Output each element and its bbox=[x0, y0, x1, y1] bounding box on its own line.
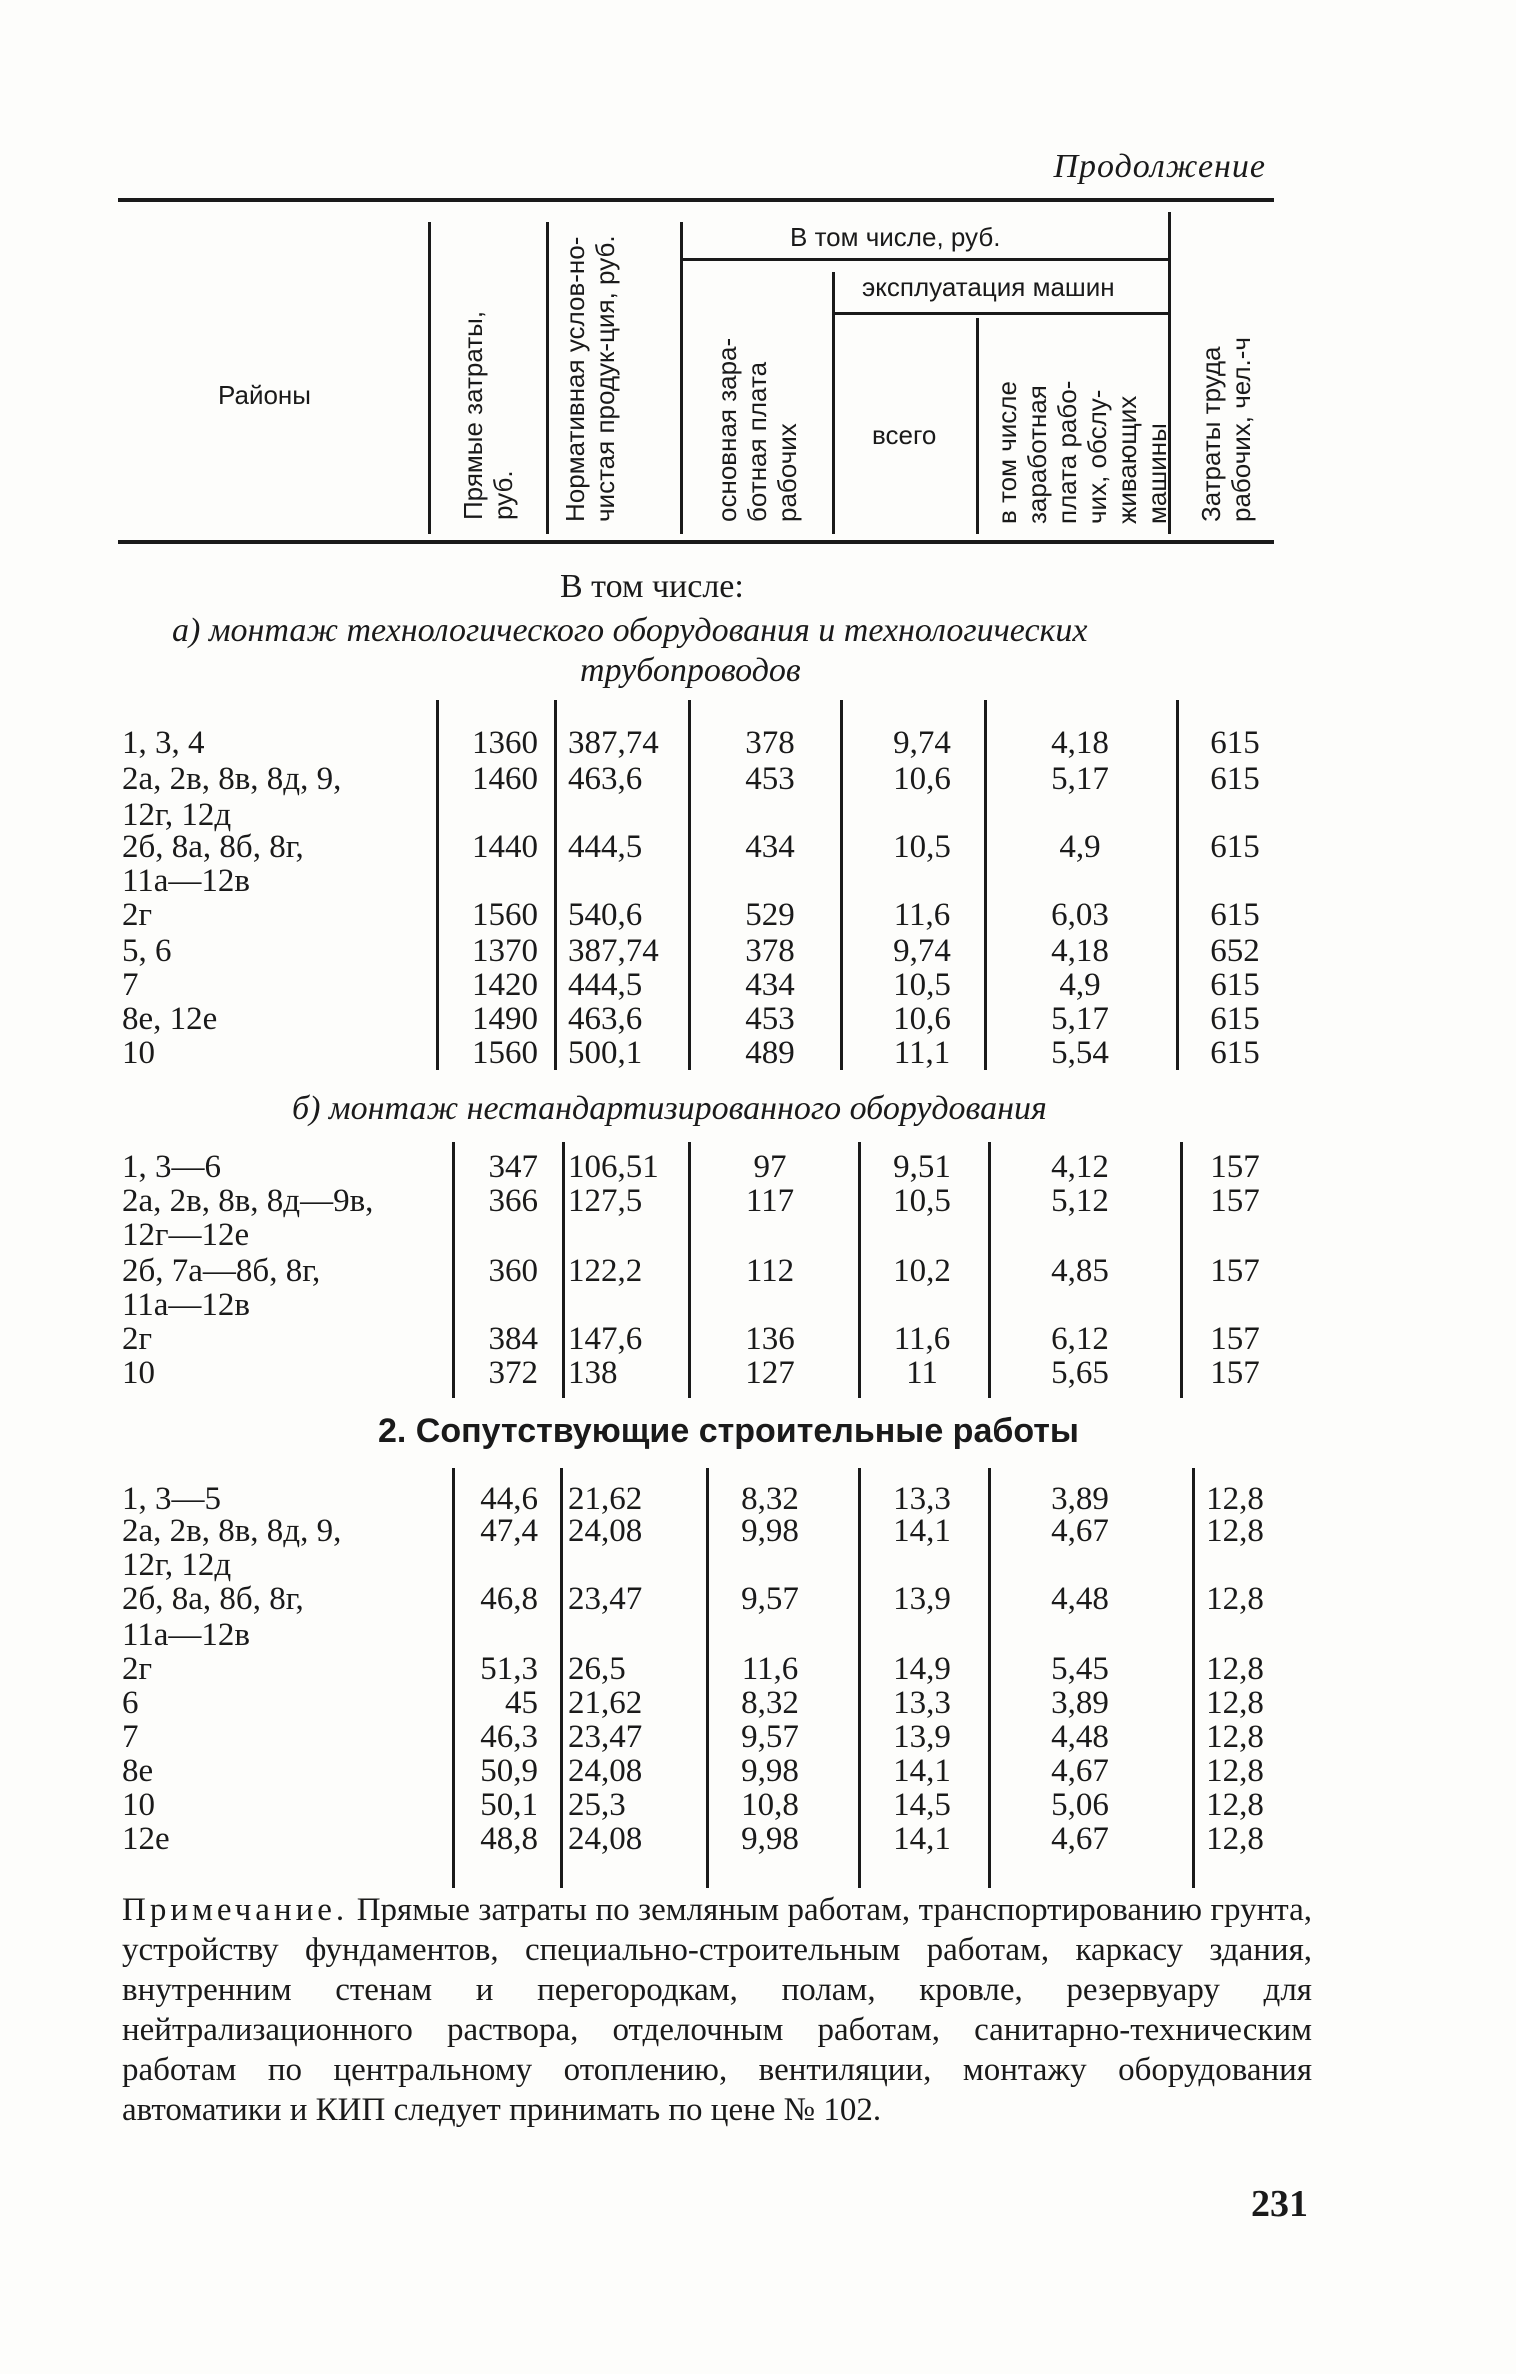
table-row: 10 372 138 127 11 5,65 157 bbox=[122, 1355, 1260, 1391]
header-divider bbox=[546, 222, 549, 534]
col-incl-wage-header: в том числе заработная плата рабо-чих, обслу-живающих машины bbox=[992, 380, 1172, 524]
table-row: 2а, 2в, 8в, 8д, 9, 1460 463,6 453 10,6 5,17 615 bbox=[122, 761, 1260, 797]
col-including-header: В том числе, руб. bbox=[790, 222, 1001, 252]
table-row: 8е, 12е 1490 463,6 453 10,6 5,17 615 bbox=[122, 1001, 1260, 1037]
table-row: 12е 48,8 24,08 9,98 14,1 4,67 12,8 bbox=[122, 1821, 1264, 1857]
table-row: 10 1560 500,1 489 11,1 5,54 615 bbox=[122, 1035, 1260, 1071]
table-row: 10 50,1 25,3 10,8 14,5 5,06 12,8 bbox=[122, 1787, 1264, 1823]
table-row: 2г 1560 540,6 529 11,6 6,03 615 bbox=[122, 897, 1260, 933]
table-row: 12г—12е bbox=[122, 1217, 250, 1253]
continuation-label: Продолжение bbox=[1053, 148, 1266, 185]
col-total-header: всего bbox=[872, 420, 937, 450]
footnote-text: Прямые затраты по земляным работам, транспортированию грунта, устройству фундаментов, специально-строительным работам, каркасу здания, внутренним стенам и перегородкам, полам, кровле, резервуару для нейтрализационного раствора, отделочным работам, санитарно-техническим работам по центральному отоплению, вентиляции, монтажу оборудования автоматики и КИП следует принимать по цене № 102. bbox=[122, 1892, 1313, 2128]
table-row: 11а—12в bbox=[122, 1617, 251, 1653]
section-b-title: б) монтаж нестандартизированного оборудования bbox=[292, 1090, 1047, 1127]
col-machine-ops-header: эксплуатация машин bbox=[862, 272, 1115, 302]
col-direct-costs-header: Прямые затраты, руб. bbox=[458, 310, 518, 520]
section-intro: В том числе: bbox=[560, 568, 744, 605]
section-a-title: а) монтаж технологического оборудования и технологических bbox=[172, 612, 1088, 649]
table-row: 1, 3, 4 1360 387,74 378 9,74 4,18 615 bbox=[122, 725, 1260, 761]
table-row: 2а, 2в, 8в, 8д, 9, 47,4 24,08 9,98 14,1 4,67 12,8 bbox=[122, 1513, 1264, 1549]
header-top-rule bbox=[118, 198, 1274, 202]
header-subrule bbox=[834, 312, 1168, 315]
header-divider bbox=[680, 222, 683, 534]
table-row: 2б, 8а, 8б, 8г, 1440 444,5 434 10,5 4,9 615 bbox=[122, 829, 1260, 865]
col-base-wage-header: основная зара-ботная плата рабочих bbox=[712, 337, 802, 522]
col-labor-header: Затраты труда рабочих, чел.-ч bbox=[1196, 337, 1256, 522]
table-row: 5, 6 1370 387,74 378 9,74 4,18 652 bbox=[122, 933, 1260, 969]
table-row: 1, 3—6 347 106,51 97 9,51 4,12 157 bbox=[122, 1149, 1260, 1185]
table-row: 8е 50,9 24,08 9,98 14,1 4,67 12,8 bbox=[122, 1753, 1264, 1789]
table-row: 7 1420 444,5 434 10,5 4,9 615 bbox=[122, 967, 1260, 1003]
table-row: 12г, 12д bbox=[122, 1547, 232, 1583]
header-divider bbox=[976, 318, 979, 534]
table-row: 6 45 21,62 8,32 13,3 3,89 12,8 bbox=[122, 1685, 1264, 1721]
header-subrule bbox=[682, 258, 1168, 261]
table-row: 2г 384 147,6 136 11,6 6,12 157 bbox=[122, 1321, 1260, 1357]
footnote bbox=[122, 1890, 1312, 2130]
table-row: 2б, 7а—8б, 8г, 360 122,2 112 10,2 4,85 157 bbox=[122, 1253, 1260, 1289]
page-number: 231 bbox=[1251, 2183, 1308, 2225]
header-bottom-rule bbox=[118, 540, 1274, 544]
table-row: 2а, 2в, 8в, 8д—9в, 366 127,5 117 10,5 5,12 157 bbox=[122, 1183, 1260, 1219]
section-2-title: 2. Сопутствующие строительные работы bbox=[378, 1412, 1079, 1450]
table-row: 2б, 8а, 8б, 8г, 46,8 23,47 9,57 13,9 4,48 12,8 bbox=[122, 1581, 1264, 1617]
col-normative-header: Нормативная услов-но-чистая продук-ция, руб. bbox=[560, 235, 620, 522]
table-row: 11а—12в bbox=[122, 863, 251, 899]
col-regions-header: Районы bbox=[218, 380, 311, 410]
table-row: 2г 51,3 26,5 11,6 14,9 5,45 12,8 bbox=[122, 1651, 1264, 1687]
header-divider bbox=[428, 222, 431, 534]
section-a-title-line2: трубопроводов bbox=[580, 652, 801, 689]
table-row: 1, 3—5 44,6 21,62 8,32 13,3 3,89 12,8 bbox=[122, 1481, 1264, 1517]
table-row: 7 46,3 23,47 9,57 13,9 4,48 12,8 bbox=[122, 1719, 1264, 1755]
table-row: 11а—12в bbox=[122, 1287, 251, 1323]
table-row: 12г, 12д bbox=[122, 797, 232, 833]
footnote-label: Примечание. bbox=[122, 1892, 349, 1928]
